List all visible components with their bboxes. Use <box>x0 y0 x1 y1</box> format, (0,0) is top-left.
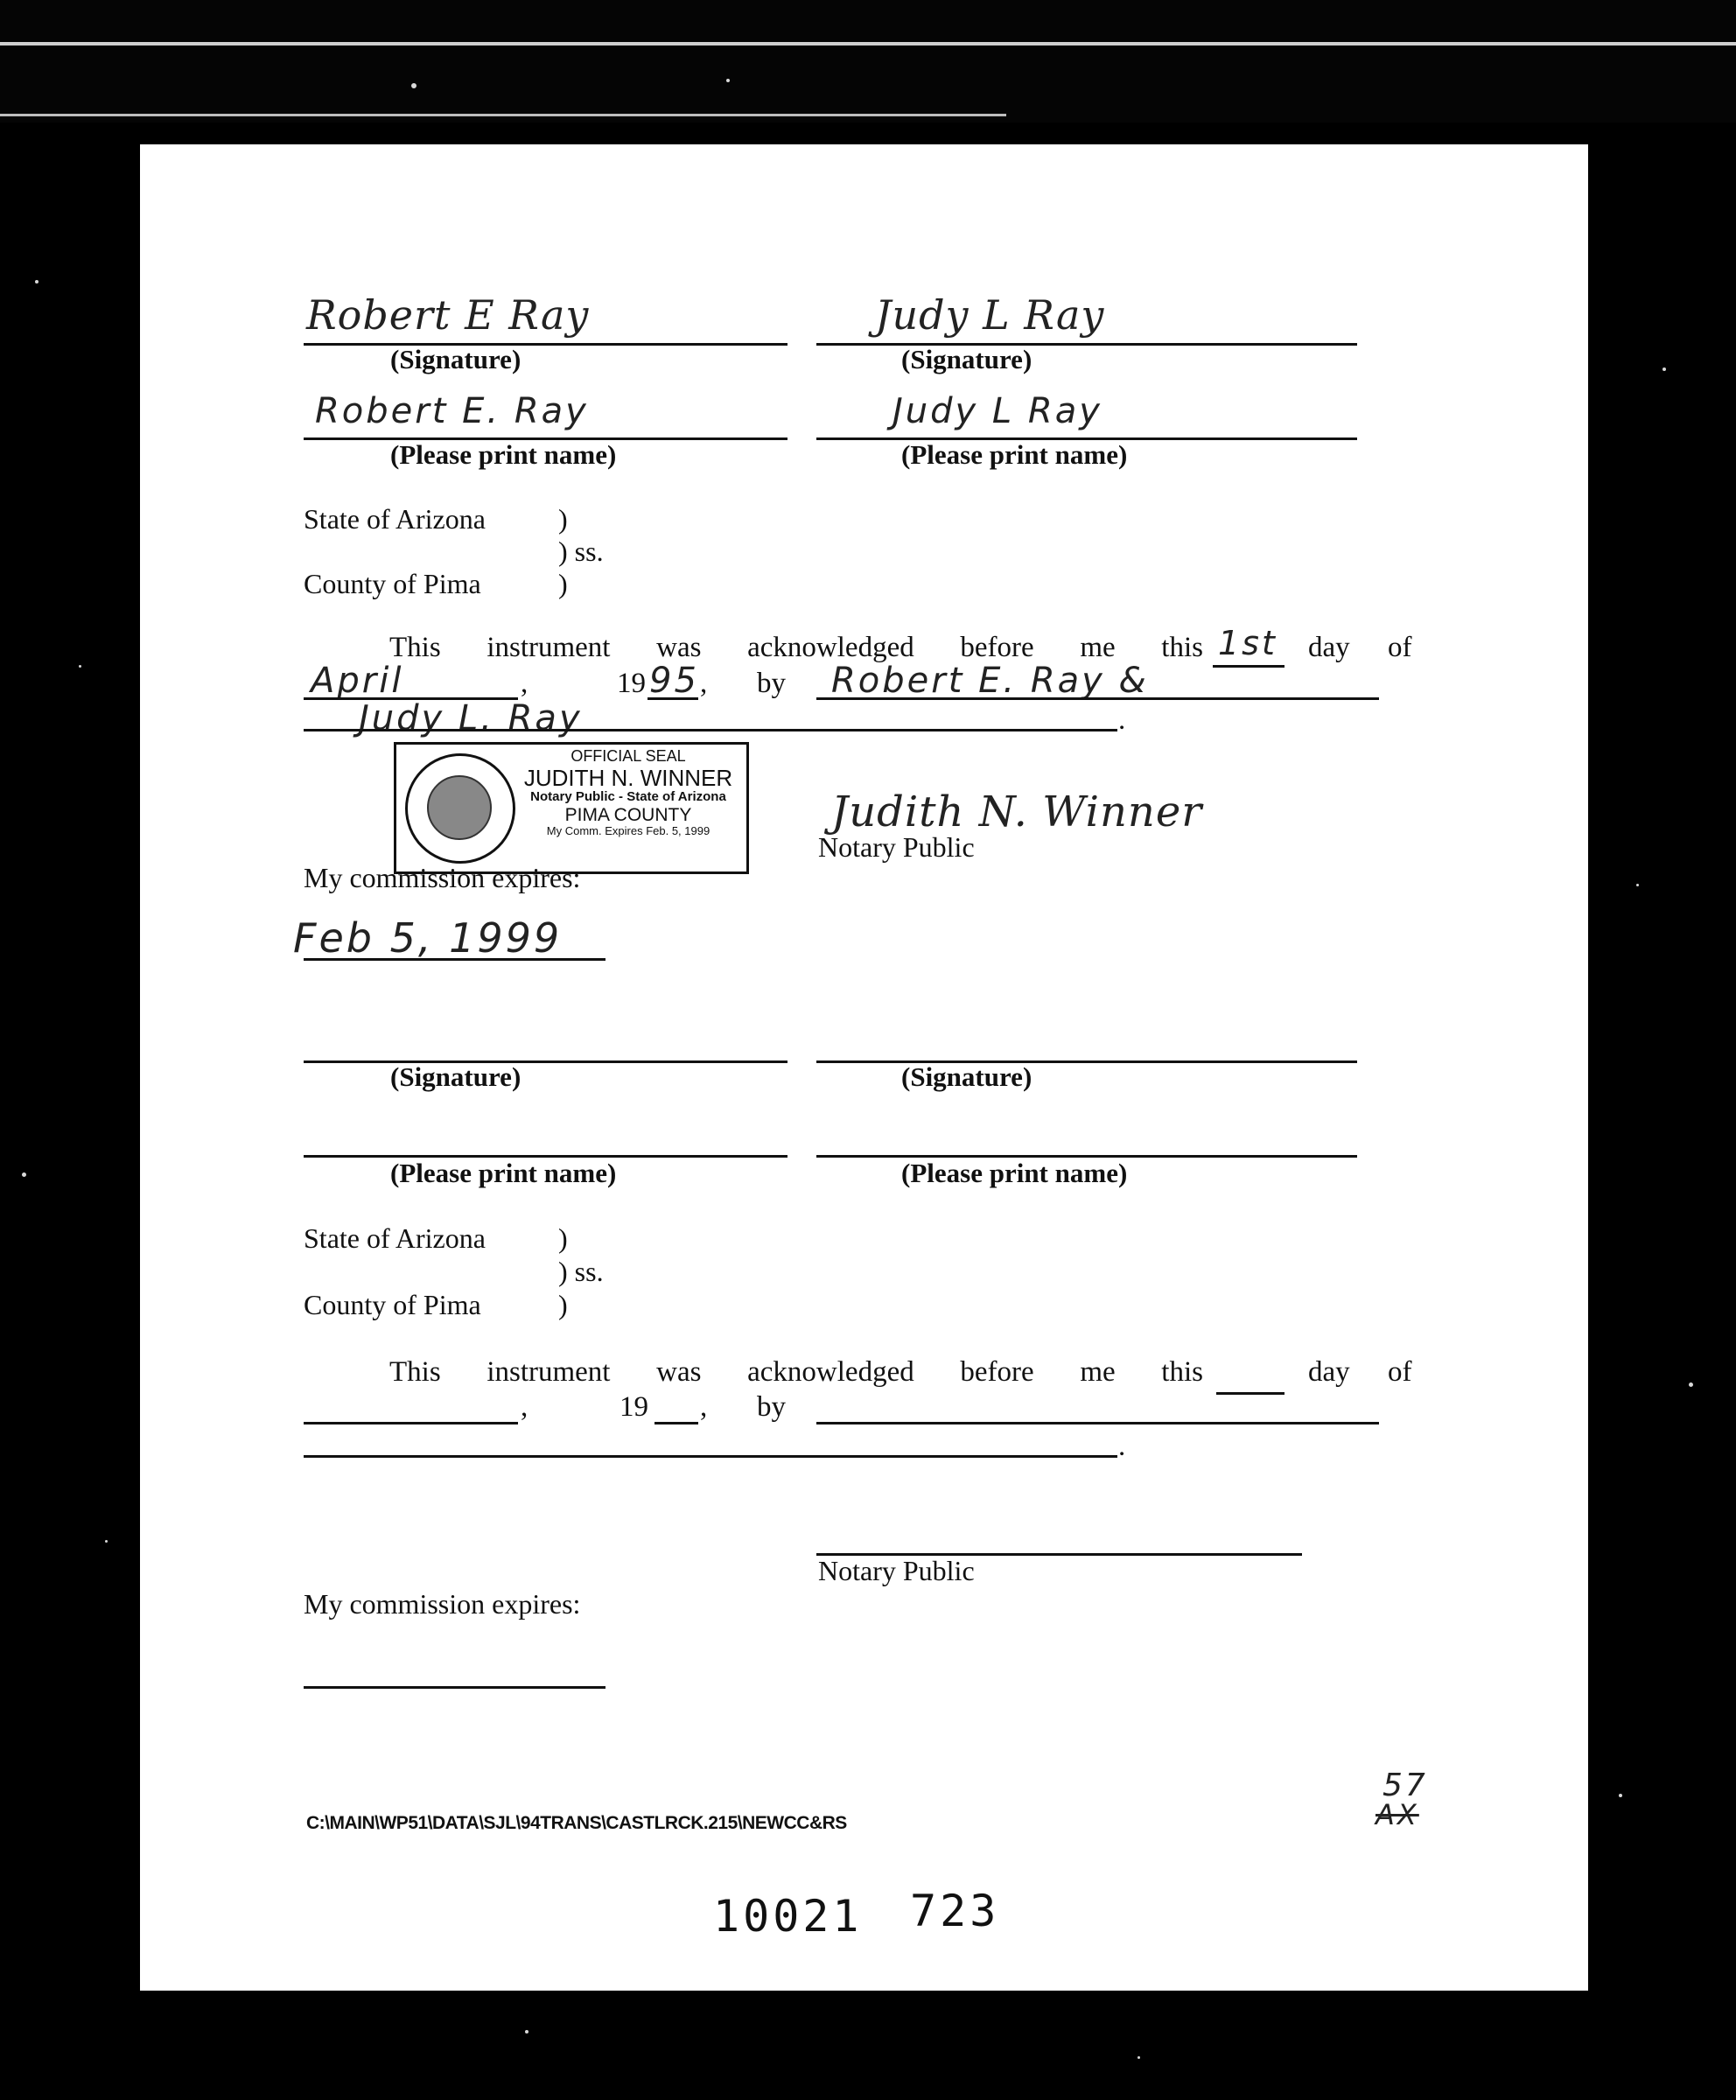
day-blank <box>1216 1392 1284 1395</box>
signature-label: (Signature) <box>901 344 1032 374</box>
ack-of: of <box>1388 1356 1412 1388</box>
seal-notary-name: JUDITH N. WINNER <box>523 764 733 791</box>
printed-name-robert: Robert E. Ray <box>315 391 589 431</box>
scan-speck <box>105 1540 108 1543</box>
signature-label: (Signature) <box>390 344 522 374</box>
scan-speck <box>1636 884 1639 886</box>
notary-signature: Judith N. Winner <box>831 788 1203 836</box>
venue-paren: ) <box>558 1289 568 1320</box>
ack-word: was <box>656 632 702 663</box>
commission-value: Feb 5, 1999 <box>293 914 563 962</box>
ack-comma: , <box>700 1391 708 1423</box>
scan-speck <box>1138 2056 1140 2059</box>
ack-word: this <box>1161 1356 1203 1388</box>
printed-name-judy: Judy L Ray <box>892 391 1102 431</box>
seal-expiry: My Comm. Expires Feb. 5, 1999 <box>546 823 710 837</box>
names-blank <box>304 1455 1117 1458</box>
ack-word: This <box>389 1356 441 1388</box>
page-mark: 57 <box>1382 1768 1428 1803</box>
names-blank <box>816 1422 1379 1424</box>
venue-paren: ) <box>558 1222 568 1254</box>
scan-speck <box>411 83 416 88</box>
scan-speck <box>35 280 38 284</box>
year-prefix: 19 <box>617 668 646 699</box>
scan-top-band <box>0 0 1736 122</box>
ack-word: acknowledged <box>747 1356 914 1388</box>
signature-label: (Signature) <box>901 1061 1032 1092</box>
ack-word: before <box>960 632 1034 663</box>
day-value: 1st <box>1218 624 1278 662</box>
names-blank <box>304 729 1117 732</box>
ack-word: This <box>389 632 441 663</box>
acknowledgment-line <box>389 1356 1203 1389</box>
notary-public-label: Notary Public <box>818 1555 975 1586</box>
ack-comma: , <box>700 668 708 699</box>
signature-line <box>816 343 1357 346</box>
commission-line <box>304 958 606 961</box>
venue-paren: ) <box>558 568 568 599</box>
state-seal-emblem <box>405 753 515 864</box>
ack-comma: , <box>521 1391 528 1423</box>
venue-county: County of Pima <box>304 1289 481 1320</box>
ack-by: by <box>757 1391 786 1423</box>
scan-speck <box>726 79 730 82</box>
acknowledged-names-2: Judy L. Ray <box>359 698 583 738</box>
venue-ss: ) ss. <box>558 536 604 567</box>
notary-public-label: Notary Public <box>818 831 975 863</box>
month-value: April <box>311 661 404 701</box>
venue-paren: ) <box>558 503 568 535</box>
signature-line <box>304 343 788 346</box>
official-notary-seal <box>394 742 749 874</box>
venue-ss: ) ss. <box>558 1256 604 1287</box>
scan-speck <box>1662 368 1666 371</box>
print-name-label: (Please print name) <box>901 1158 1128 1188</box>
signature-line <box>304 1060 788 1063</box>
ack-word: instrument <box>486 632 611 663</box>
year-blank <box>654 1422 698 1424</box>
ack-word: before <box>960 1356 1034 1388</box>
ack-day: day <box>1308 632 1350 663</box>
scan-speck <box>79 665 81 668</box>
year-value: 95 <box>649 661 699 701</box>
scan-speck <box>1689 1382 1693 1387</box>
year-prefix: 19 <box>620 1391 648 1423</box>
scan-edge-line <box>0 114 1006 116</box>
ack-word: acknowledged <box>747 632 914 663</box>
signature-judy: Judy L Ray <box>875 291 1105 339</box>
ack-of: of <box>1388 632 1412 663</box>
ack-period: . <box>1118 1431 1126 1462</box>
scan-speck <box>1619 1794 1622 1797</box>
ack-comma: , <box>521 668 528 699</box>
day-blank <box>1213 665 1284 668</box>
ack-period: . <box>1118 704 1126 736</box>
commission-line <box>304 1686 606 1689</box>
commission-label: My commission expires: <box>304 862 581 893</box>
seal-county: PIMA COUNTY <box>564 804 692 825</box>
seal-heading: OFFICIAL SEAL <box>570 747 686 765</box>
scan-speck <box>22 1172 26 1177</box>
signature-label: (Signature) <box>390 1061 522 1092</box>
file-path: C:\MAIN\WP51\DATA\SJL\94TRANS\CASTLRCK.215\NEWCC&RS <box>306 1813 847 1833</box>
ack-word: me <box>1080 1356 1116 1388</box>
ack-word: was <box>656 1356 702 1388</box>
print-name-label: (Please print name) <box>901 439 1128 470</box>
signature-robert: Robert E Ray <box>306 291 590 339</box>
commission-label: My commission expires: <box>304 1588 581 1620</box>
ack-word: this <box>1161 632 1203 663</box>
print-name-label: (Please print name) <box>390 439 617 470</box>
venue-state: State of Arizona <box>304 503 486 535</box>
ack-word: instrument <box>486 1356 611 1388</box>
document-number-left: 10021 <box>713 1891 863 1942</box>
scan-speck <box>525 2030 528 2034</box>
ack-by: by <box>757 668 786 699</box>
acknowledgment-line <box>389 632 1203 664</box>
document-number-right: 723 <box>910 1886 1000 1936</box>
print-name-label: (Please print name) <box>390 1158 617 1188</box>
notary-page <box>140 144 1588 1991</box>
scan-edge-line <box>0 42 1736 46</box>
acknowledged-names-1: Robert E. Ray & <box>831 661 1149 701</box>
ack-word: me <box>1080 632 1116 663</box>
venue-county: County of Pima <box>304 568 481 599</box>
year-blank <box>648 697 698 700</box>
ack-day: day <box>1308 1356 1350 1388</box>
struck-page-mark: AX <box>1376 1798 1419 1831</box>
month-blank <box>304 1422 518 1424</box>
signature-line <box>816 1060 1357 1063</box>
venue-state: State of Arizona <box>304 1222 486 1254</box>
seal-title: Notary Public - State of Arizona <box>530 789 726 805</box>
names-blank <box>816 697 1379 700</box>
seal-text <box>514 748 742 837</box>
